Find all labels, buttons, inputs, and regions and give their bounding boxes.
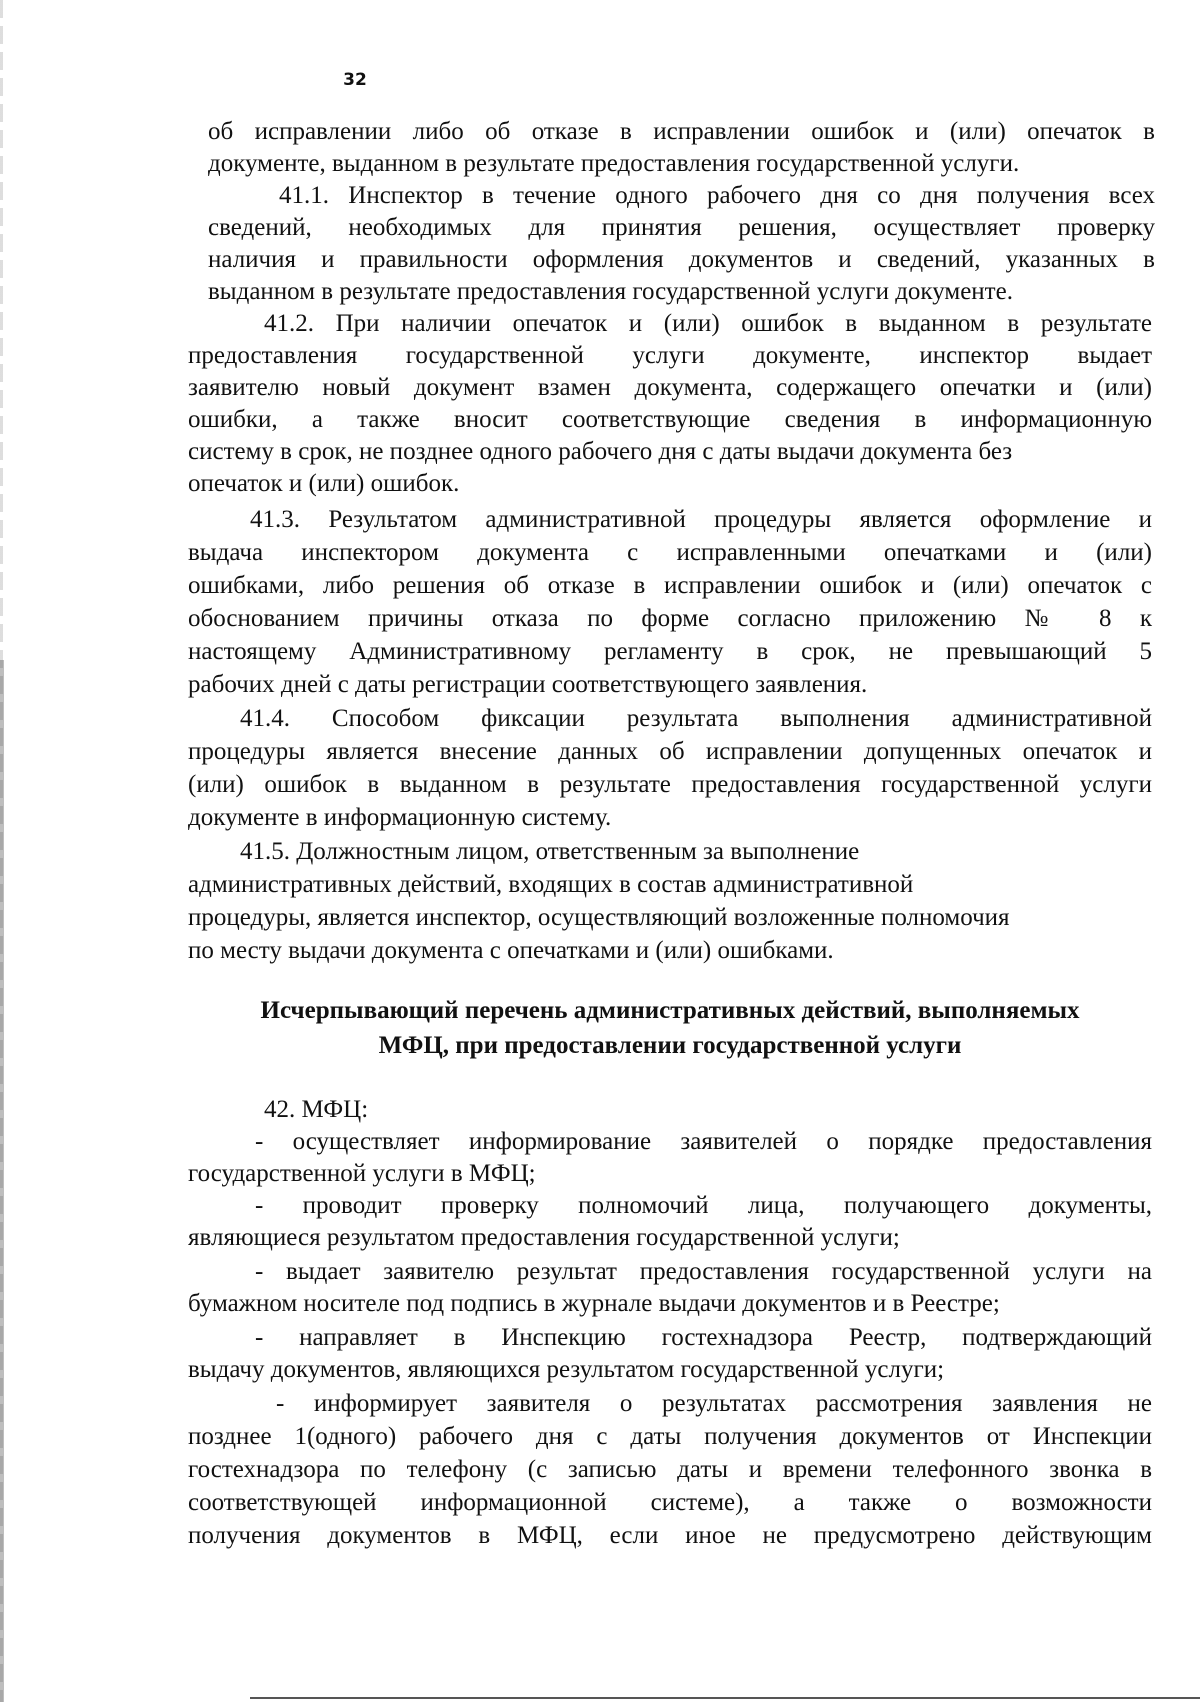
bottom-scan-rule	[250, 1697, 1200, 1699]
text-line: ошибки, а также вносит соответствующие сведения в информационную	[188, 406, 1152, 433]
text-line: 41.2. При наличии опечаток и (или) ошибок в выданном в результате	[264, 310, 1152, 337]
list-item-line: получения документов в МФЦ, если иное не предусмотрено действующим	[188, 1522, 1152, 1549]
text-line: 41.5. Должностным лицом, ответственным за выполнение	[240, 838, 860, 865]
section-heading-line: МФЦ, при предоставлении государственной услуги	[378, 1032, 962, 1059]
list-item-line: являющиеся результатом предоставления государственной услуги;	[188, 1224, 900, 1251]
text-line: заявителю новый документ взамен документа, содержащего опечатки и (или)	[188, 374, 1152, 401]
list-item-line: - выдает заявителю результат предоставления государственной услуги на	[255, 1258, 1152, 1285]
list-item-line: - информирует заявителя о результатах рассмотрения заявления не	[276, 1390, 1152, 1417]
list-item-line: - направляет в Инспекцию гостехнадзора Реестр, подтверждающий	[255, 1324, 1152, 1351]
text-line: настоящему Административному регламенту в срок, не превышающий 5	[188, 638, 1152, 665]
text-line: систему в срок, не позднее одного рабочего дня с даты выдачи документа без	[188, 438, 1013, 465]
text-line: рабочих дней с даты регистрации соответствующего заявления.	[188, 671, 868, 698]
list-item-line: - осуществляет информирование заявителей о порядке предоставления	[255, 1128, 1152, 1155]
list-item-line: гостехнадзора по телефону (с записью даты и времени телефонного звонка в	[188, 1456, 1152, 1483]
list-item-line: бумажном носителе под подпись в журнале выдачи документов и в Реестре;	[188, 1290, 1000, 1317]
text-line: по месту выдачи документа с опечатками и (или) ошибками.	[188, 937, 834, 964]
item-42-title: 42. МФЦ:	[264, 1096, 369, 1123]
text-line: процедуры, является инспектор, осуществляющий возложенные полномочия	[188, 904, 1010, 931]
text-line: документе, выданном в результате предоставления государственной услуги.	[208, 150, 1020, 177]
text-line: административных действий, входящих в состав административной	[188, 871, 914, 898]
list-item-line: государственной услуги в МФЦ;	[188, 1160, 536, 1187]
text-line: ошибками, либо решения об отказе в исправлении ошибок и (или) опечаток с	[188, 572, 1152, 599]
text-line: 41.3. Результатом административной процедуры является оформление и	[250, 506, 1152, 533]
list-item-line: выдачу документов, являющихся результатом государственной услуги;	[188, 1356, 945, 1383]
list-item-line: соответствующей информационной системе), а также о возможности	[188, 1489, 1152, 1516]
text-line: об исправлении либо об отказе в исправлении ошибок и (или) опечаток в	[208, 118, 1155, 145]
scan-edge-left-shadow	[0, 660, 4, 1702]
list-item-line: позднее 1(одного) рабочего дня с даты получения документов от Инспекции	[188, 1423, 1152, 1450]
list-item-line: - проводит проверку полномочий лица, получающего документы,	[255, 1192, 1152, 1219]
section-heading-line: Исчерпывающий перечень административных действий, выполняемых	[260, 997, 1080, 1024]
text-line: наличия и правильности оформления документов и сведений, указанных в	[208, 246, 1155, 273]
text-line: 41.1. Инспектор в течение одного рабочего дня со дня получения всех	[279, 182, 1155, 209]
text-line: процедуры является внесение данных об исправлении допущенных опечаток и	[188, 738, 1152, 765]
page-number: 32	[343, 70, 367, 90]
text-line: обоснованием причины отказа по форме согласно приложению № 8 к	[188, 605, 1152, 632]
text-line: документе в информационную систему.	[188, 804, 612, 831]
text-line: выданном в результате предоставления государственной услуги документе.	[208, 278, 1013, 305]
text-line: сведений, необходимых для принятия решения, осуществляет проверку	[208, 214, 1155, 241]
text-line: предоставления государственной услуги документе, инспектор выдает	[188, 342, 1152, 369]
text-line: (или) ошибок в выданном в результате предоставления государственной услуги	[188, 771, 1152, 798]
text-line: опечаток и (или) ошибок.	[188, 470, 460, 497]
text-line: выдача инспектором документа с исправленными опечатками и (или)	[188, 539, 1152, 566]
text-line: 41.4. Способом фиксации результата выполнения административной	[240, 705, 1152, 732]
